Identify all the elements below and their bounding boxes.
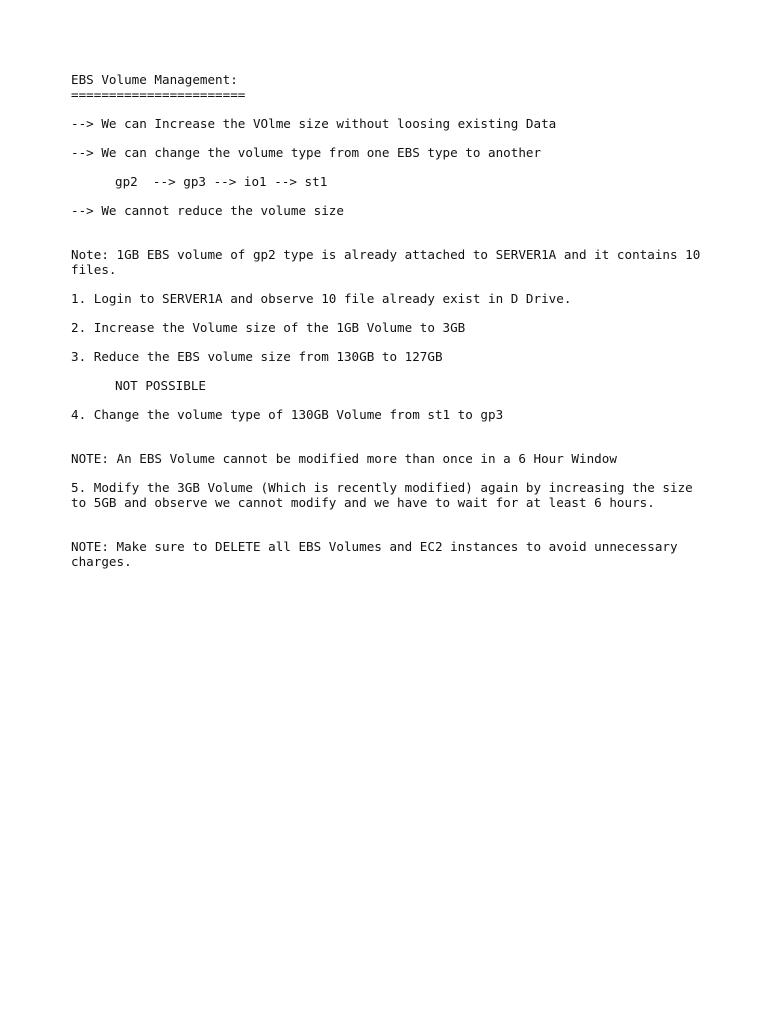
step-1: 1. Login to SERVER1A and observe 10 file already exist in D Drive. [71,291,572,306]
note-attached: Note: 1GB EBS volume of gp2 type is already attached to SERVER1A and it contains 10 files. [71,247,708,277]
not-possible: NOT POSSIBLE [115,378,206,393]
point-change-type: --> We can change the volume type from one EBS type to another [71,145,542,160]
title-underline: ======================= [71,87,246,102]
point-increase: --> We can Increase the VOlme size without loosing existing Data [71,116,557,131]
step-2: 2. Increase the Volume size of the 1GB Volume to 3GB [71,320,466,335]
note-delete: NOTE: Make sure to DELETE all EBS Volumes and EC2 instances to avoid unnecessary charges. [71,539,686,569]
document-title: EBS Volume Management: [71,72,238,87]
point-cannot-reduce: --> We cannot reduce the volume size [71,203,344,218]
document-page [71,72,711,569]
note-window: NOTE: An EBS Volume cannot be modified more than once in a 6 Hour Window [71,451,617,466]
step-4: 4. Change the volume type of 130GB Volume from st1 to gp3 [71,407,504,422]
step-5: 5. Modify the 3GB Volume (Which is recently modified) again by increasing the size to 5GB and observe we cannot modify and we have to wait for at least 6 hours. [71,480,701,510]
step-3: 3. Reduce the EBS volume size from 130GB to 127GB [71,349,443,364]
types-line: gp2 --> gp3 --> io1 --> st1 [115,174,328,189]
